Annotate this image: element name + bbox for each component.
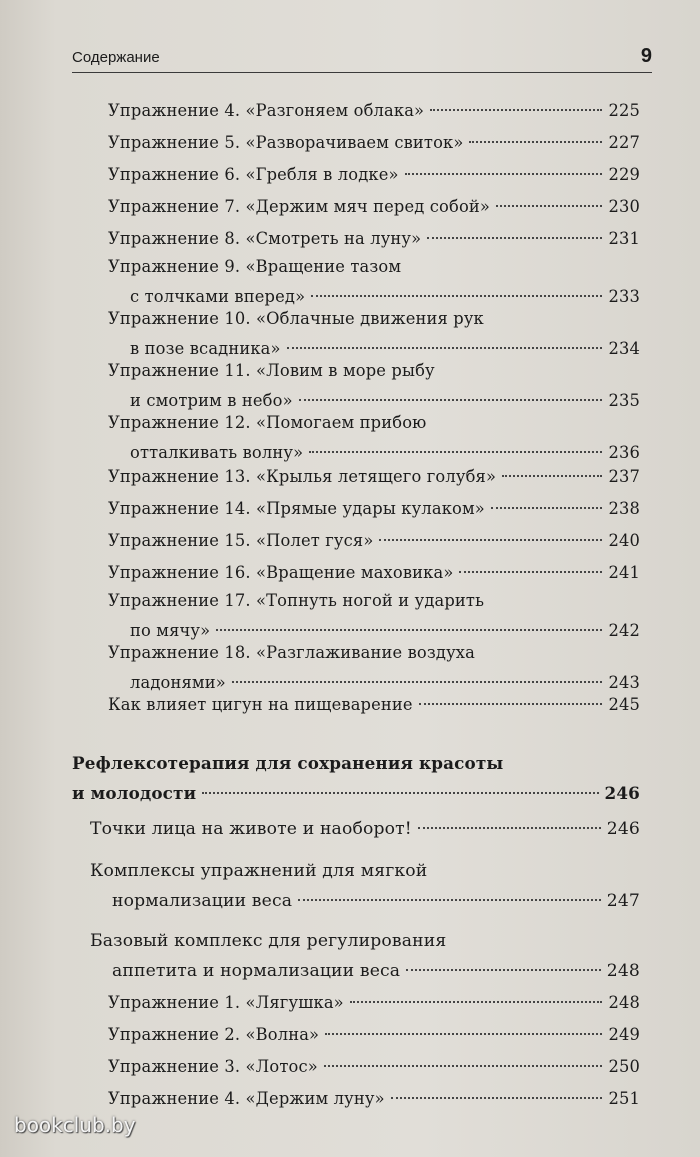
toc-entry: Упражнение 14. «Прямые удары кулаком» 238: [108, 499, 640, 518]
toc-section-heading: Рефлексотерапия для сохранения красоты и молодости 246: [72, 753, 640, 803]
toc-entry: Упражнение 6. «Гребля в лодке» 229: [108, 165, 640, 184]
toc-entry: Упражнение 17. «Топнуть ногой и ударить по мячу» 242: [108, 591, 640, 640]
toc-subsection: Комплексы упражнений для мягкой нормализации веса 247: [90, 861, 640, 911]
toc-entry: Упражнение 13. «Крылья летящего голубя» 237: [108, 467, 640, 486]
toc-subsection: Базовый комплекс для регулирования аппетита и нормализации веса 248: [90, 931, 640, 981]
toc-entry: Как влияет цигун на пищеварение 245: [108, 695, 640, 714]
toc-entry: Упражнение 4. «Держим луну» 251: [108, 1089, 640, 1108]
toc-entry: Упражнение 9. «Вращение тазом с толчками вперед» 233: [108, 257, 640, 306]
toc-entry: Упражнение 5. «Разворачиваем свиток» 227: [108, 133, 640, 152]
toc-entry: Упражнение 11. «Ловим в море рыбу и смотрим в небо» 235: [108, 361, 640, 410]
toc-entry: Упражнение 16. «Вращение маховика» 241: [108, 563, 640, 582]
site-watermark: bookclub.by: [14, 1113, 136, 1137]
toc-entry: Упражнение 8. «Смотреть на луну» 231: [108, 229, 640, 248]
toc-entry: Упражнение 10. «Облачные движения рук в позе всадника» 234: [108, 309, 640, 358]
toc-entry: Упражнение 15. «Полет гуся» 240: [108, 531, 640, 550]
toc-entry: Упражнение 2. «Волна» 249: [108, 1025, 640, 1044]
toc-entry: Упражнение 18. «Разглаживание воздуха ладонями» 243: [108, 643, 640, 692]
running-header: [72, 36, 652, 73]
toc-entry: Упражнение 7. «Держим мяч перед собой» 230: [108, 197, 640, 216]
running-title: Содержание: [72, 49, 160, 66]
toc-entry: Упражнение 12. «Помогаем прибою отталкивать волну» 236: [108, 413, 640, 462]
page-number: 9: [640, 45, 652, 67]
toc-entry: Упражнение 3. «Лотос» 250: [108, 1057, 640, 1076]
toc-subsection: Точки лица на животе и наоборот! 246: [90, 819, 640, 839]
toc-entry: Упражнение 1. «Лягушка» 248: [108, 993, 640, 1012]
toc-entry: Упражнение 4. «Разгоняем облака» 225: [108, 101, 640, 120]
